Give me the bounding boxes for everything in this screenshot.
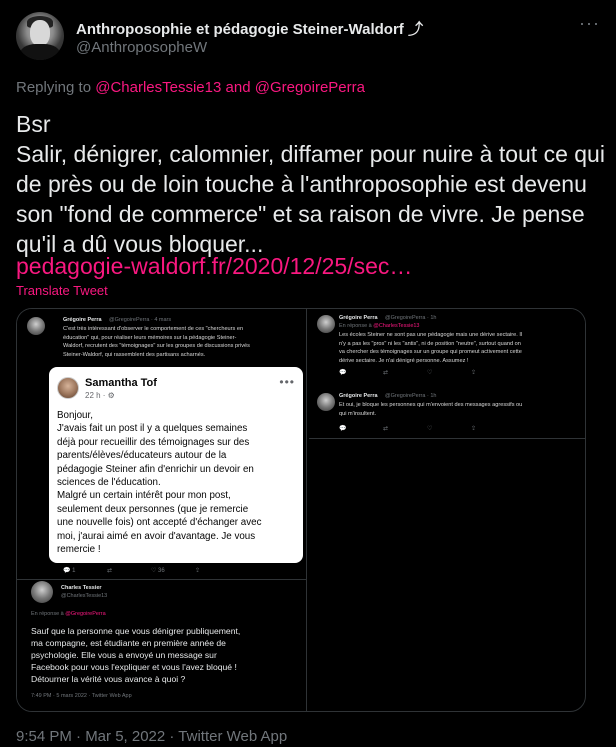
- share-icon: ⇪: [471, 370, 477, 376]
- author-avatar[interactable]: [16, 12, 64, 60]
- translate-tweet-link[interactable]: Translate Tweet: [16, 283, 108, 298]
- right1-reply-line: [339, 323, 420, 329]
- author-display-name[interactable]: Anthroposophie et pédagogie Steiner-Waldorf ⤴: [76, 21, 423, 38]
- charles-post-text: Sauf que la personne que vous dénigrer publiquement, ma compagne, est étudiante en première année de psychologie. Elle vous a envoyé un message sur Facebook pour vous l'expliquer et vous l'avez bloqué ! Détourner la vérité vous avance à quoi ?: [31, 626, 241, 684]
- facebook-post-card: [49, 367, 303, 563]
- gregoire-name-right-2: Grégoire Perra: [339, 393, 378, 399]
- tweet-header: [16, 12, 600, 66]
- fb-more-icon: •••: [279, 375, 295, 389]
- avatar-coat: [20, 44, 60, 60]
- gregoire-avatar: [27, 317, 45, 335]
- right2-action-icons: [339, 425, 515, 432]
- like-icon: ♡: [427, 426, 433, 432]
- mention-charles[interactable]: @CharlesTessie13: [95, 79, 222, 96]
- gregoire-name: Grégoire Perra: [63, 317, 102, 323]
- mention-gregoire[interactable]: @GregoirePerra: [254, 79, 365, 96]
- samantha-name: Samantha Tof: [85, 377, 157, 389]
- facebook-post-text: Bonjour, J'avais fait un post il y a quelques semaines déjà pour recueillir des témoignages sur des parents/élèves/éducateurs autour de la pédagogie Steiner afin d'enrichir un devoir en sciences de l'éducation. Malgré un certain intérêt pour mon post, seulement deux personnes (que je remercie une nouvelle fois) ont accepté d'échanger avec moi, j'aurai aimé en avoir d'avantage. Je vous remercie !: [57, 410, 262, 556]
- reply-icon: 💬: [339, 426, 347, 432]
- tweet-link[interactable]: pedagogie-waldorf.fr/2020/12/25/sec…: [16, 253, 413, 279]
- right1-reply-mention: @CharlesTessie13: [373, 323, 420, 329]
- author-handle[interactable]: @AnthroposopheW: [76, 39, 208, 56]
- charles-reply-mention: @GregoirePerra: [65, 611, 106, 617]
- charles-post-footer: 7:49 PM · 5 mars 2022 · Twitter Web App: [31, 693, 132, 699]
- like-count-icon: ♡ 36: [151, 568, 165, 574]
- reply-icon: 💬: [339, 370, 347, 376]
- avatar-face: [30, 20, 50, 46]
- charles-handle: @CharlesTessie13: [61, 593, 108, 599]
- charles-avatar: [31, 581, 53, 603]
- replying-to: [16, 79, 365, 96]
- reply-count-icon: 💬 1: [63, 568, 76, 574]
- left-divider: [17, 579, 307, 580]
- gregoire-meta: @GregoirePerra · 4 mars: [109, 317, 172, 323]
- tweet-text: Bsr Salir, dénigrer, calomnier, diffamer pour nuire à tout ce qui de près ou de loin touche à l'anthroposophie est devenu son "fond de commerce" et sa raison de vivre. Je pense qu'il a dû vous bloquer...: [16, 111, 605, 257]
- media-right-panel: [309, 309, 586, 439]
- tweet-media-image[interactable]: [16, 308, 586, 712]
- right1-post-text: Les écoles Steiner ne sont pas une pédagogie mais une dérive sectaire. Il n'y a pas les "pros" ni les "antis", ni de position "neutre", surtout quand on va chercher des témoignages sur un groupe qui promeut activement cette dérive sectaire. Je n'ai dénigré personne. Assumez !: [339, 332, 523, 364]
- retweet-icon: ⇄: [107, 568, 113, 574]
- right1-action-icons: [339, 369, 515, 376]
- charles-reply-line: [31, 611, 106, 617]
- retweet-icon: ⇄: [383, 426, 389, 432]
- more-options-icon[interactable]: ···: [579, 13, 600, 33]
- gregoire-meta-right-1: @GregoirePerra · 1h: [385, 315, 437, 321]
- share-icon: ⇪: [195, 568, 201, 574]
- left-action-icons: [63, 567, 239, 574]
- tweet-timestamp[interactable]: 9:54 PM · Mar 5, 2022 · Twitter Web App: [16, 728, 288, 745]
- samantha-time: 22 h · ⚙: [85, 391, 115, 400]
- replying-and: and: [221, 79, 255, 96]
- like-icon: ♡: [427, 370, 433, 376]
- share-icon: ⇪: [471, 426, 477, 432]
- charles-reply-prefix: En réponse à: [31, 611, 66, 617]
- retweet-icon: ⇄: [383, 370, 389, 376]
- right1-reply-prefix: En réponse à: [339, 323, 374, 329]
- gregoire-avatar-right-2: [317, 393, 335, 411]
- gregoire-avatar-right-1: [317, 315, 335, 333]
- gregoire-name-right-1: Grégoire Perra: [339, 315, 378, 321]
- media-left-panel: [17, 309, 307, 712]
- right2-post-text: Et oui, je bloque les personnes qui m'envoient des messages agressifs ou qui m'insultent.: [339, 402, 523, 417]
- samantha-avatar: [57, 377, 79, 399]
- gregoire-meta-right-2: @GregoirePerra · 1h: [385, 393, 437, 399]
- gregoire-post-text: C'est très intéressant d'observer le comportement de ces "chercheurs en éducation" qui, pour réaliser leurs mémoires sur la pédagogie Steiner- Waldorf, recrutent des "témoignages" sur les groupes de discussions privés Steiner-Waldorf, qui rassemblent des partisans acharnés.: [63, 326, 250, 358]
- charles-name: Charles Tessier: [61, 585, 102, 591]
- replying-prefix: Replying to: [16, 79, 96, 96]
